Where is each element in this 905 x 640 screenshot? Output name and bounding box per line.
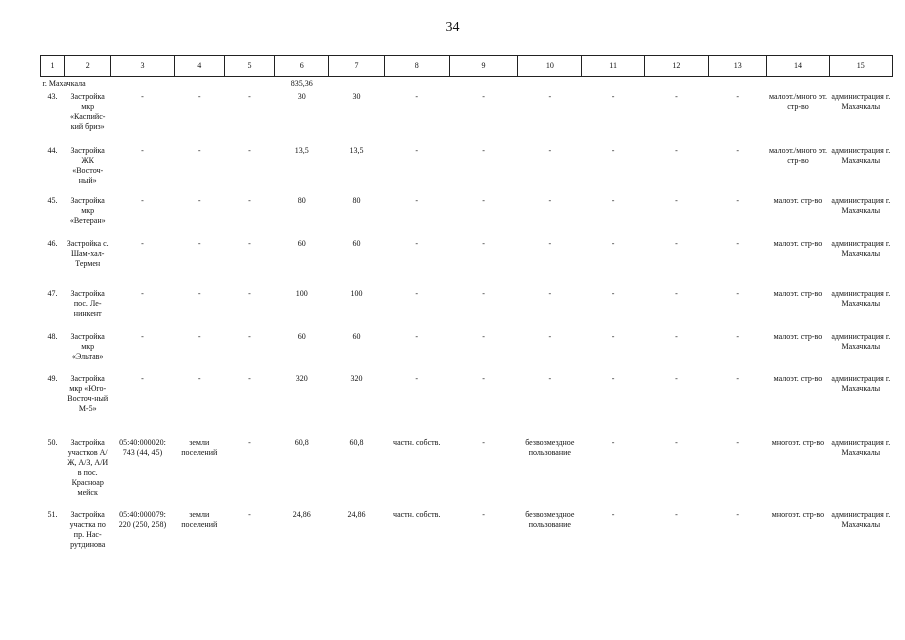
table-row (41, 287, 893, 330)
table-row (41, 330, 893, 372)
city-total: 835,36 (290, 79, 313, 88)
table-row (41, 144, 893, 194)
col-12-value: - (675, 239, 678, 248)
object-name: Застройка ЖК «Восточ-ный» (70, 146, 105, 185)
col-header: 13 (709, 56, 767, 77)
land-category: земли поселений (181, 510, 218, 529)
col-header: 3 (111, 56, 174, 77)
col-12-value: - (675, 374, 678, 383)
col-header: 7 (329, 56, 384, 77)
col-13-value: - (736, 239, 740, 248)
col-13-value: - (736, 510, 740, 519)
col-12-value: - (675, 510, 678, 519)
land-category: - (197, 146, 201, 155)
col-header: 6 (275, 56, 329, 77)
header-row (41, 56, 893, 77)
ownership: - (415, 239, 419, 248)
col-13-value: - (736, 92, 740, 101)
usage-right: безвозмездное пользование (525, 510, 575, 529)
col-header: 5 (224, 56, 274, 77)
construction-type: многоэт. стр-во (771, 438, 825, 447)
construction-type: малоэт. стр-во (773, 332, 823, 341)
col-header: 1 (41, 56, 65, 77)
col-9-value: - (482, 332, 485, 341)
cadastral-number: - (141, 92, 144, 101)
col-11-value: - (611, 332, 615, 341)
responsible-body: администрация г. Махачкалы (831, 92, 891, 111)
row-number: 51. (47, 510, 58, 519)
ownership: частн. собств. (393, 438, 441, 447)
col-7-value: 13,5 (349, 146, 364, 155)
ownership: частн. собств. (393, 510, 441, 519)
col-12-value: - (675, 438, 678, 447)
object-name: Застройка пос. Ле-нинкент (70, 289, 105, 318)
ownership: - (415, 92, 419, 101)
col-11-value: - (611, 196, 615, 205)
col-13-value: - (736, 289, 740, 298)
col-6-value: 30 (297, 92, 306, 101)
responsible-body: администрация г. Махачкалы (831, 332, 891, 351)
col-header: 9 (449, 56, 517, 77)
col-9-value: - (482, 239, 485, 248)
responsible-body: администрация г. Махачкалы (831, 196, 891, 215)
col-9-value: - (482, 438, 485, 447)
col-5-value: - (248, 196, 251, 205)
col-header: 14 (767, 56, 829, 77)
responsible-body: администрация г. Махачкалы (831, 510, 891, 529)
usage-right: - (548, 332, 552, 341)
col-13-value: - (736, 196, 740, 205)
usage-right: - (548, 239, 552, 248)
row-number: 47. (47, 289, 58, 298)
object-name: Застройка мкр «Эльтав» (70, 332, 105, 361)
ownership: - (415, 146, 419, 155)
table-row (41, 372, 893, 436)
col-11-value: - (611, 374, 615, 383)
row-number: 43. (47, 92, 58, 101)
construction-type: малоэт. стр-во (773, 196, 823, 205)
col-5-value: - (248, 289, 251, 298)
col-6-value: 80 (297, 196, 306, 205)
col-11-value: - (611, 438, 615, 447)
col-11-value: - (611, 92, 615, 101)
object-name: Застройка участков А/Ж, А/З, А/И в пос. Красноар мейск (67, 438, 109, 497)
construction-type: малоэт. стр-во (773, 289, 823, 298)
col-6-value: 320 (295, 374, 308, 383)
table-row (41, 90, 893, 144)
row-number: 45. (47, 196, 58, 205)
usage-right: - (548, 196, 552, 205)
col-9-value: - (482, 92, 485, 101)
col-header: 8 (384, 56, 449, 77)
col-12-value: - (675, 92, 678, 101)
col-11-value: - (611, 239, 615, 248)
construction-type: малоэт. стр-во (773, 374, 823, 383)
col-5-value: - (248, 510, 251, 519)
ownership: - (415, 196, 419, 205)
col-header: 15 (829, 56, 892, 77)
col-6-value: 60 (297, 332, 306, 341)
col-7-value: 24,86 (347, 510, 366, 519)
cadastral-number: - (141, 196, 144, 205)
land-category: - (197, 332, 201, 341)
col-header: 11 (582, 56, 644, 77)
col-5-value: - (248, 438, 251, 447)
cadastral-number: 05:40:000079: 220 (250, 258) (118, 510, 167, 529)
cadastral-number: - (141, 332, 144, 341)
row-number: 49. (47, 374, 58, 383)
col-12-value: - (675, 196, 678, 205)
col-13-value: - (736, 146, 740, 155)
responsible-body: администрация г. Махачкалы (831, 239, 891, 258)
responsible-body: администрация г. Махачкалы (831, 146, 891, 165)
col-13-value: - (736, 374, 740, 383)
table-row (41, 508, 893, 566)
responsible-body: администрация г. Махачкалы (831, 289, 891, 308)
land-category: - (197, 289, 201, 298)
col-13-value: - (736, 332, 740, 341)
col-7-value: 80 (352, 196, 361, 205)
cadastral-number: - (141, 239, 144, 248)
col-12-value: - (675, 146, 678, 155)
construction-type: малоэт./много эт. стр-во (768, 92, 827, 111)
table-row (41, 237, 893, 287)
col-12-value: - (675, 289, 678, 298)
responsible-body: администрация г. Махачкалы (831, 374, 891, 393)
usage-right: - (548, 289, 552, 298)
cadastral-number: - (141, 146, 144, 155)
usage-right: - (548, 146, 552, 155)
col-11-value: - (611, 146, 615, 155)
col-7-value: 100 (350, 289, 363, 298)
col-7-value: 60 (352, 239, 361, 248)
land-use-table (40, 55, 893, 566)
object-name: Застройка с. Шам-хал-Термен (66, 239, 109, 268)
col-9-value: - (482, 196, 485, 205)
land-category: - (197, 92, 201, 101)
row-number: 48. (47, 332, 58, 341)
usage-right: безвозмездное пользование (525, 438, 575, 457)
col-7-value: 60 (352, 332, 361, 341)
cadastral-number: - (141, 289, 144, 298)
land-category: - (197, 196, 201, 205)
object-name: Застройка участка по пр. Нас-рутдинова (69, 510, 106, 549)
col-header: 2 (65, 56, 111, 77)
col-header: 12 (644, 56, 708, 77)
table-row (41, 436, 893, 508)
col-12-value: - (675, 332, 678, 341)
col-5-value: - (248, 239, 251, 248)
object-name: Застройка мкр «Ветеран» (69, 196, 106, 225)
cadastral-number: 05:40:000020: 743 (44, 45) (119, 438, 166, 457)
ownership: - (415, 289, 419, 298)
col-header: 4 (174, 56, 224, 77)
col-6-value: 60,8 (294, 438, 309, 447)
col-13-value: - (736, 438, 740, 447)
usage-right: - (548, 374, 552, 383)
col-5-value: - (248, 332, 251, 341)
responsible-body: администрация г. Махачкалы (831, 438, 891, 457)
row-number: 50. (47, 438, 58, 447)
col-6-value: 60 (297, 239, 306, 248)
city-row (41, 77, 893, 91)
land-category: - (197, 374, 201, 383)
construction-type: малоэт./много эт. стр-во (768, 146, 827, 165)
cadastral-number: - (141, 374, 144, 383)
ownership: - (415, 332, 419, 341)
usage-right: - (548, 92, 552, 101)
col-header: 10 (518, 56, 582, 77)
land-category: земли поселений (181, 438, 218, 457)
col-9-value: - (482, 289, 485, 298)
col-5-value: - (248, 146, 251, 155)
col-6-value: 24,86 (292, 510, 311, 519)
col-9-value: - (482, 510, 485, 519)
city-empty (329, 77, 893, 91)
object-name: Застройка мкр «Каспийс-кий бриз» (70, 92, 106, 131)
row-number: 44. (47, 146, 58, 155)
city-label: г. Махачкала (42, 79, 86, 88)
table-row (41, 194, 893, 237)
col-5-value: - (248, 374, 251, 383)
col-5-value: - (248, 92, 251, 101)
row-number: 46. (47, 239, 58, 248)
col-11-value: - (611, 510, 615, 519)
col-7-value: 30 (352, 92, 361, 101)
object-name: Застройка мкр «Юго-Восточ-ный М-5» (67, 374, 109, 413)
col-9-value: - (482, 374, 485, 383)
ownership: - (415, 374, 419, 383)
construction-type: многоэт. стр-во (771, 510, 825, 519)
col-11-value: - (611, 289, 615, 298)
col-7-value: 60,8 (349, 438, 364, 447)
col-6-value: 13,5 (294, 146, 309, 155)
col-6-value: 100 (295, 289, 308, 298)
land-category: - (197, 239, 201, 248)
page-number: 34 (445, 20, 460, 35)
construction-type: малоэт. стр-во (773, 239, 823, 248)
col-7-value: 320 (350, 374, 363, 383)
col-9-value: - (482, 146, 485, 155)
